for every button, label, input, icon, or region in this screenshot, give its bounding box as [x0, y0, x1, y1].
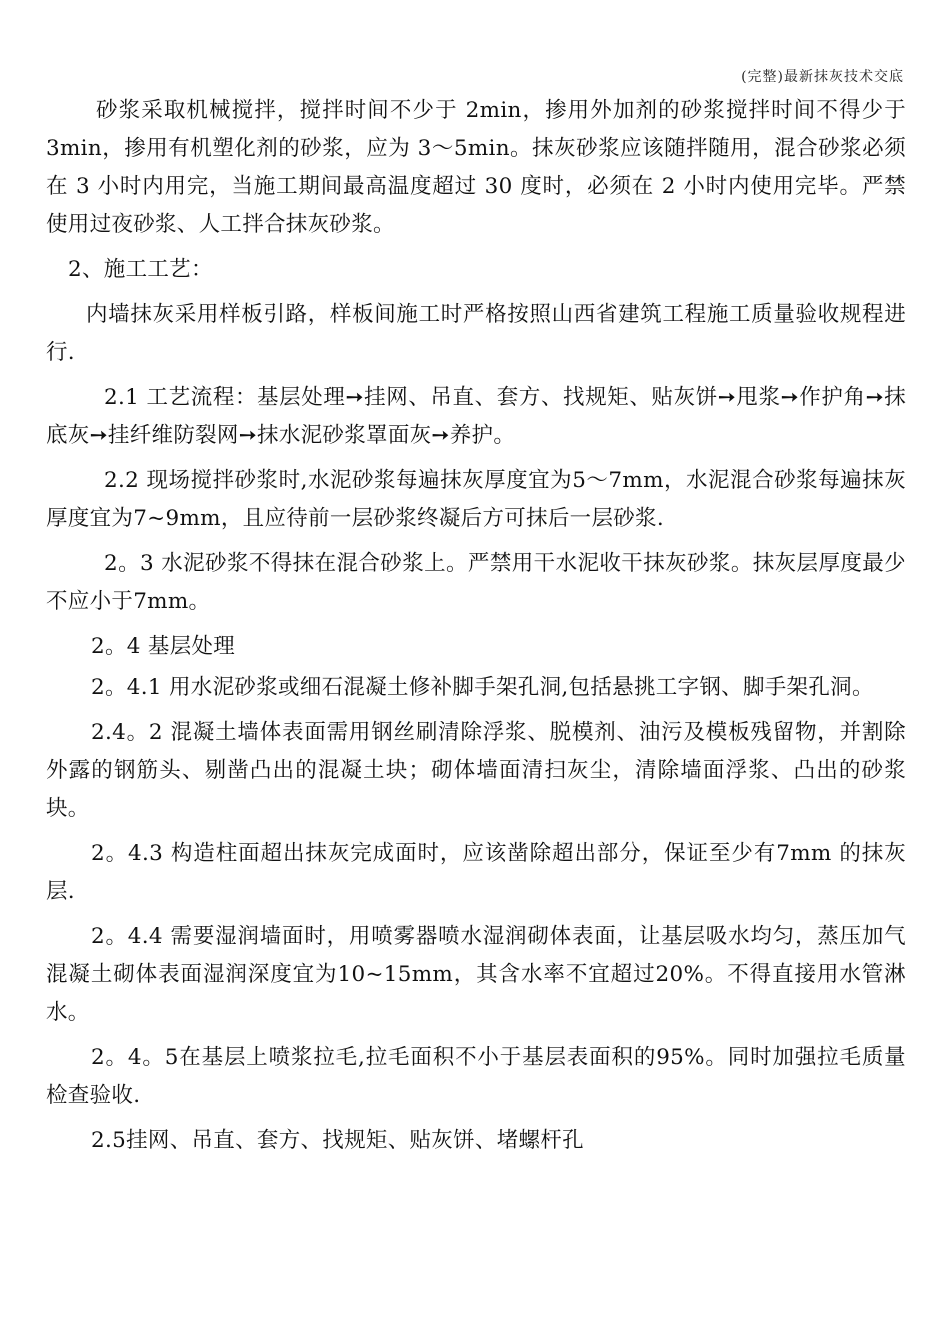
paragraph-sample-guidance: 内墙抹灰采用样板引路，样板间施工时严格按照山西省建筑工程施工质量验收规程进行.	[46, 302, 906, 365]
paragraph-2-1-process-flow: 2.1 工艺流程：基层处理➙挂网、吊直、套方、找规矩、贴灰饼➙甩浆➙作护角➙抹底灰➙挂纤维防裂网➙抹水泥砂浆罩面灰➙养护。	[46, 385, 906, 448]
paragraph-2-4-5-spray-texturing: 2。4。5在基层上喷浆拉毛,拉毛面积不小于基层表面积的95%。同时加强拉毛质量检查验收.	[46, 1045, 906, 1108]
document-body	[46, 92, 906, 1167]
paragraph-2-5-mesh-hanging: 2.5挂网、吊直、套方、找规矩、贴灰饼、堵螺杆孔	[91, 1128, 584, 1153]
paragraph-2-4-4-wetting: 2。4.4 需要湿润墙面时，用喷雾器喷水湿润砌体表面，让基层吸水均匀，蒸压加气混凝土砌体表面湿润深度宜为10~15mm，其含水率不宜超过20%。不得直接用水管淋水。	[46, 924, 906, 1025]
section-heading-construction-process: 2、施工工艺：	[68, 257, 213, 282]
paragraph-2-4-2-surface-cleaning: 2.4。2 混凝土墙体表面需用钢丝刷清除浮浆、脱模剂、油污及模板残留物，并割除外露的钢筋头、剔凿凸出的混凝土块；砌体墙面清扫灰尘，清除墙面浮浆、凸出的砂浆块。	[46, 720, 906, 821]
section-heading-2-4-base-treatment: 2。4 基层处理	[91, 634, 236, 659]
paragraph-2-4-1-repair-holes: 2。4.1 用水泥砂浆或细石混凝土修补脚手架孔洞,包括悬挑工字钢、脚手架孔洞。	[91, 675, 874, 700]
page-header: (完整)最新抹灰技术交底	[741, 69, 904, 85]
paragraph-2-4-3-column-surface: 2。4.3 构造柱面超出抹灰完成面时，应该凿除超出部分，保证至少有7mm 的抹灰层.	[46, 841, 906, 904]
paragraph-mortar-mixing: 砂浆采取机械搅拌，搅拌时间不少于 2min，掺用外加剂的砂浆搅拌时间不得少于 3min，掺用有机塑化剂的砂浆，应为 3～5min。抹灰砂浆应该随拌随用，混合砂浆必须在 3 小时内用完，当施工期间最高温度超过 30 度时，必须在 2 小时内使用完毕。严禁使用过夜砂浆、人工拌合抹灰砂浆。	[46, 98, 906, 237]
paragraph-2-2-thickness: 2.2 现场搅拌砂浆时,水泥砂浆每遍抹灰厚度宜为5～7mm，水泥混合砂浆每遍抹灰厚度宜为7~9mm，且应待前一层砂浆终凝后方可抹后一层砂浆.	[46, 468, 906, 531]
paragraph-2-3-mortar-rule: 2。3 水泥砂浆不得抹在混合砂浆上。严禁用干水泥收干抹灰砂浆。抹灰层厚度最少不应小于7mm。	[46, 551, 906, 614]
